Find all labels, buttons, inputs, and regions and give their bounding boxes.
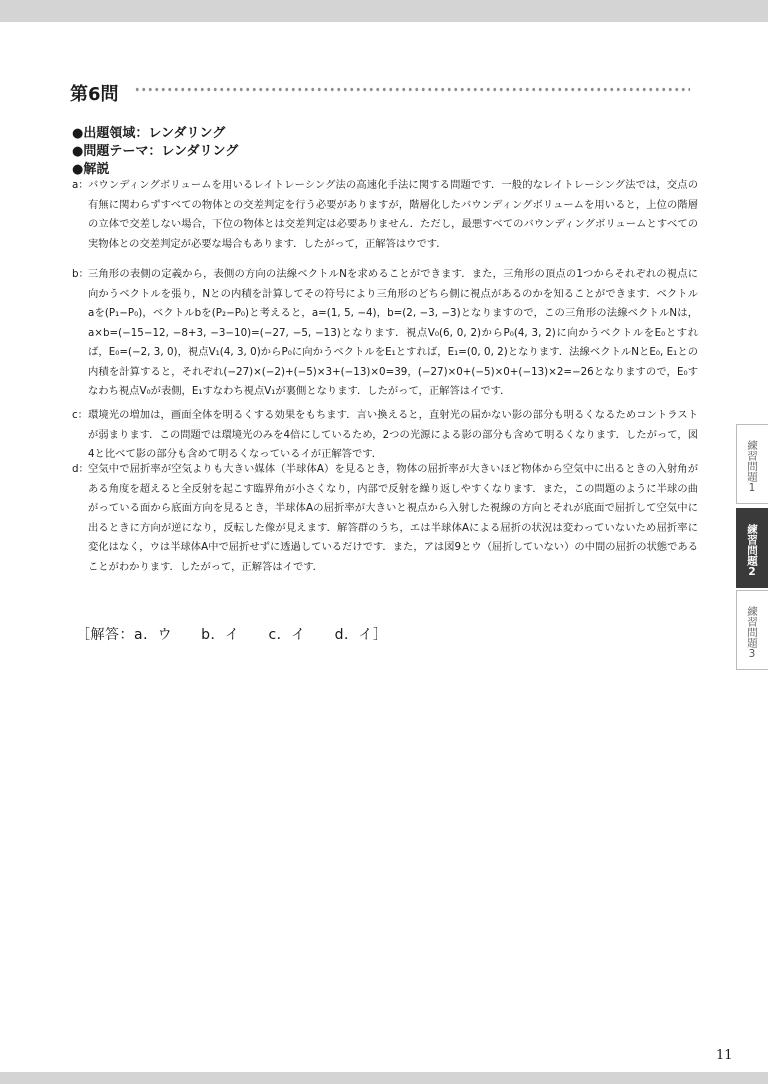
bottom-band	[0, 1072, 768, 1084]
item-label: b：	[72, 268, 89, 280]
item-d	[72, 460, 698, 577]
header-theme: ●問題テーマ：レンダリング	[72, 144, 239, 159]
item-label: c：	[72, 409, 88, 421]
top-band	[0, 0, 768, 22]
answer-line: ［解答：a．ウ b．イ c．イ d．イ］	[76, 627, 388, 643]
item-text: 三角形の表側の定義から，表側の方向の法線ベクトルNを求めることができます．また，三角形の頂点の1つからそれぞれの視点に向かうベクトルを張り，Nとの内積を計算してその符号により三角形のどちら側に視点があるのかを知ることができます．ベクトルaを(P₁−P₀)，ベクトルbを(P₂−P₀)と考えると，a=(1, 5, −4)，b=(2, −3, −3)となりますので，この三角形の法線ベクトルNは，a×b=(−15−12, −8+3, −3−10)=(−27, −5, −13)となります．視点V₀(6, 0, 2)からP₀(4, 3, 2)に向かうベクトルをE₀とすれば，E₀=(−2, 3, 0)，視点V₁(4, 3, 0)からP₀に向かうベクトルをE₁とすれば，E₁=(0, 0, 2)となります．法線ベクトルNとE₀, E₁との内積を計算すると，それぞれ(−27)×(−2)+(−5)×3+(−13)×0=39，(−27)×0+(−5)×0+(−13)×2=−26となりますので，E₀すなわち視点V₀が表側，E₁すなわち視点V₁が裏側となります．したがって，正解答はイです．	[88, 268, 698, 397]
item-c	[72, 406, 698, 465]
item-b	[72, 265, 698, 402]
item-text: バウンディングボリュームを用いるレイトレーシング法の高速化手法に関する問題です．一般的なレイトレーシング法では，交点の有無に関わらずすべての物体との交差判定を行う必要がありますが，階層化したバウンディングボリュームを用いると，上位の階層の立体で交差しない場合，下位の物体とは交差判定は必要ありません．ただし，最悪すべてのバウンディングボリュームとすべての実物体との交差判定が必要な場合もあります．したがって，正解答はウです．	[88, 179, 698, 250]
page-number: 11	[716, 1048, 733, 1063]
question-title: 第6問	[70, 84, 119, 105]
header-explanation: ●解説	[72, 162, 110, 177]
item-text: 空気中で屈折率が空気よりも大きい媒体（半球体A）を見るとき，物体の屈折率が大きいほど物体から空気中に出るときの入射角がある角度を超えると全反射を起こす臨界角が小さくなり，内部で反射を繰り返しやすくなります．また，この問題のように半球の曲がっている面から底面方向を見るとき，半球体Aの屈折率が大きいと視点から入射した視線の方向とそれが底面で屈折して空気中に出るときに方向が逆になり，反転した像が見えます．解答群のうち，エは半球体Aによる屈折の状況は変わっていないため屈折率に変化はなく，ウは半球体A中で屈折せずに透過しているだけです．また，アは図9とウ（屈折していない）の中間の屈折の状態であることがわかります．したがって，正解答はイです．	[88, 463, 699, 573]
title-dotted-rule	[134, 86, 690, 96]
item-text: 環境光の増加は，画面全体を明るくする効果をもちます．言い換えると，直射光の届かない影の部分も明るくなるためコントラストが弱まります．この問題では環境光のみを4倍にしているため，2つの光源による影の部分も含めて明るくなります．したがって，図4と比べて影の部分も含めて明るくなっているイが正解答です．	[88, 409, 698, 460]
side-tab-exercise-2[interactable]: 練習問題2	[736, 508, 768, 588]
side-tab-exercise-3[interactable]: 練習問題3	[736, 590, 768, 670]
item-a	[72, 176, 698, 254]
item-label: a：	[72, 179, 89, 191]
item-label: d：	[72, 463, 89, 475]
header-domain: ●出題領域：レンダリング	[72, 126, 226, 141]
side-tab-exercise-1[interactable]: 練習問題1	[736, 424, 768, 504]
